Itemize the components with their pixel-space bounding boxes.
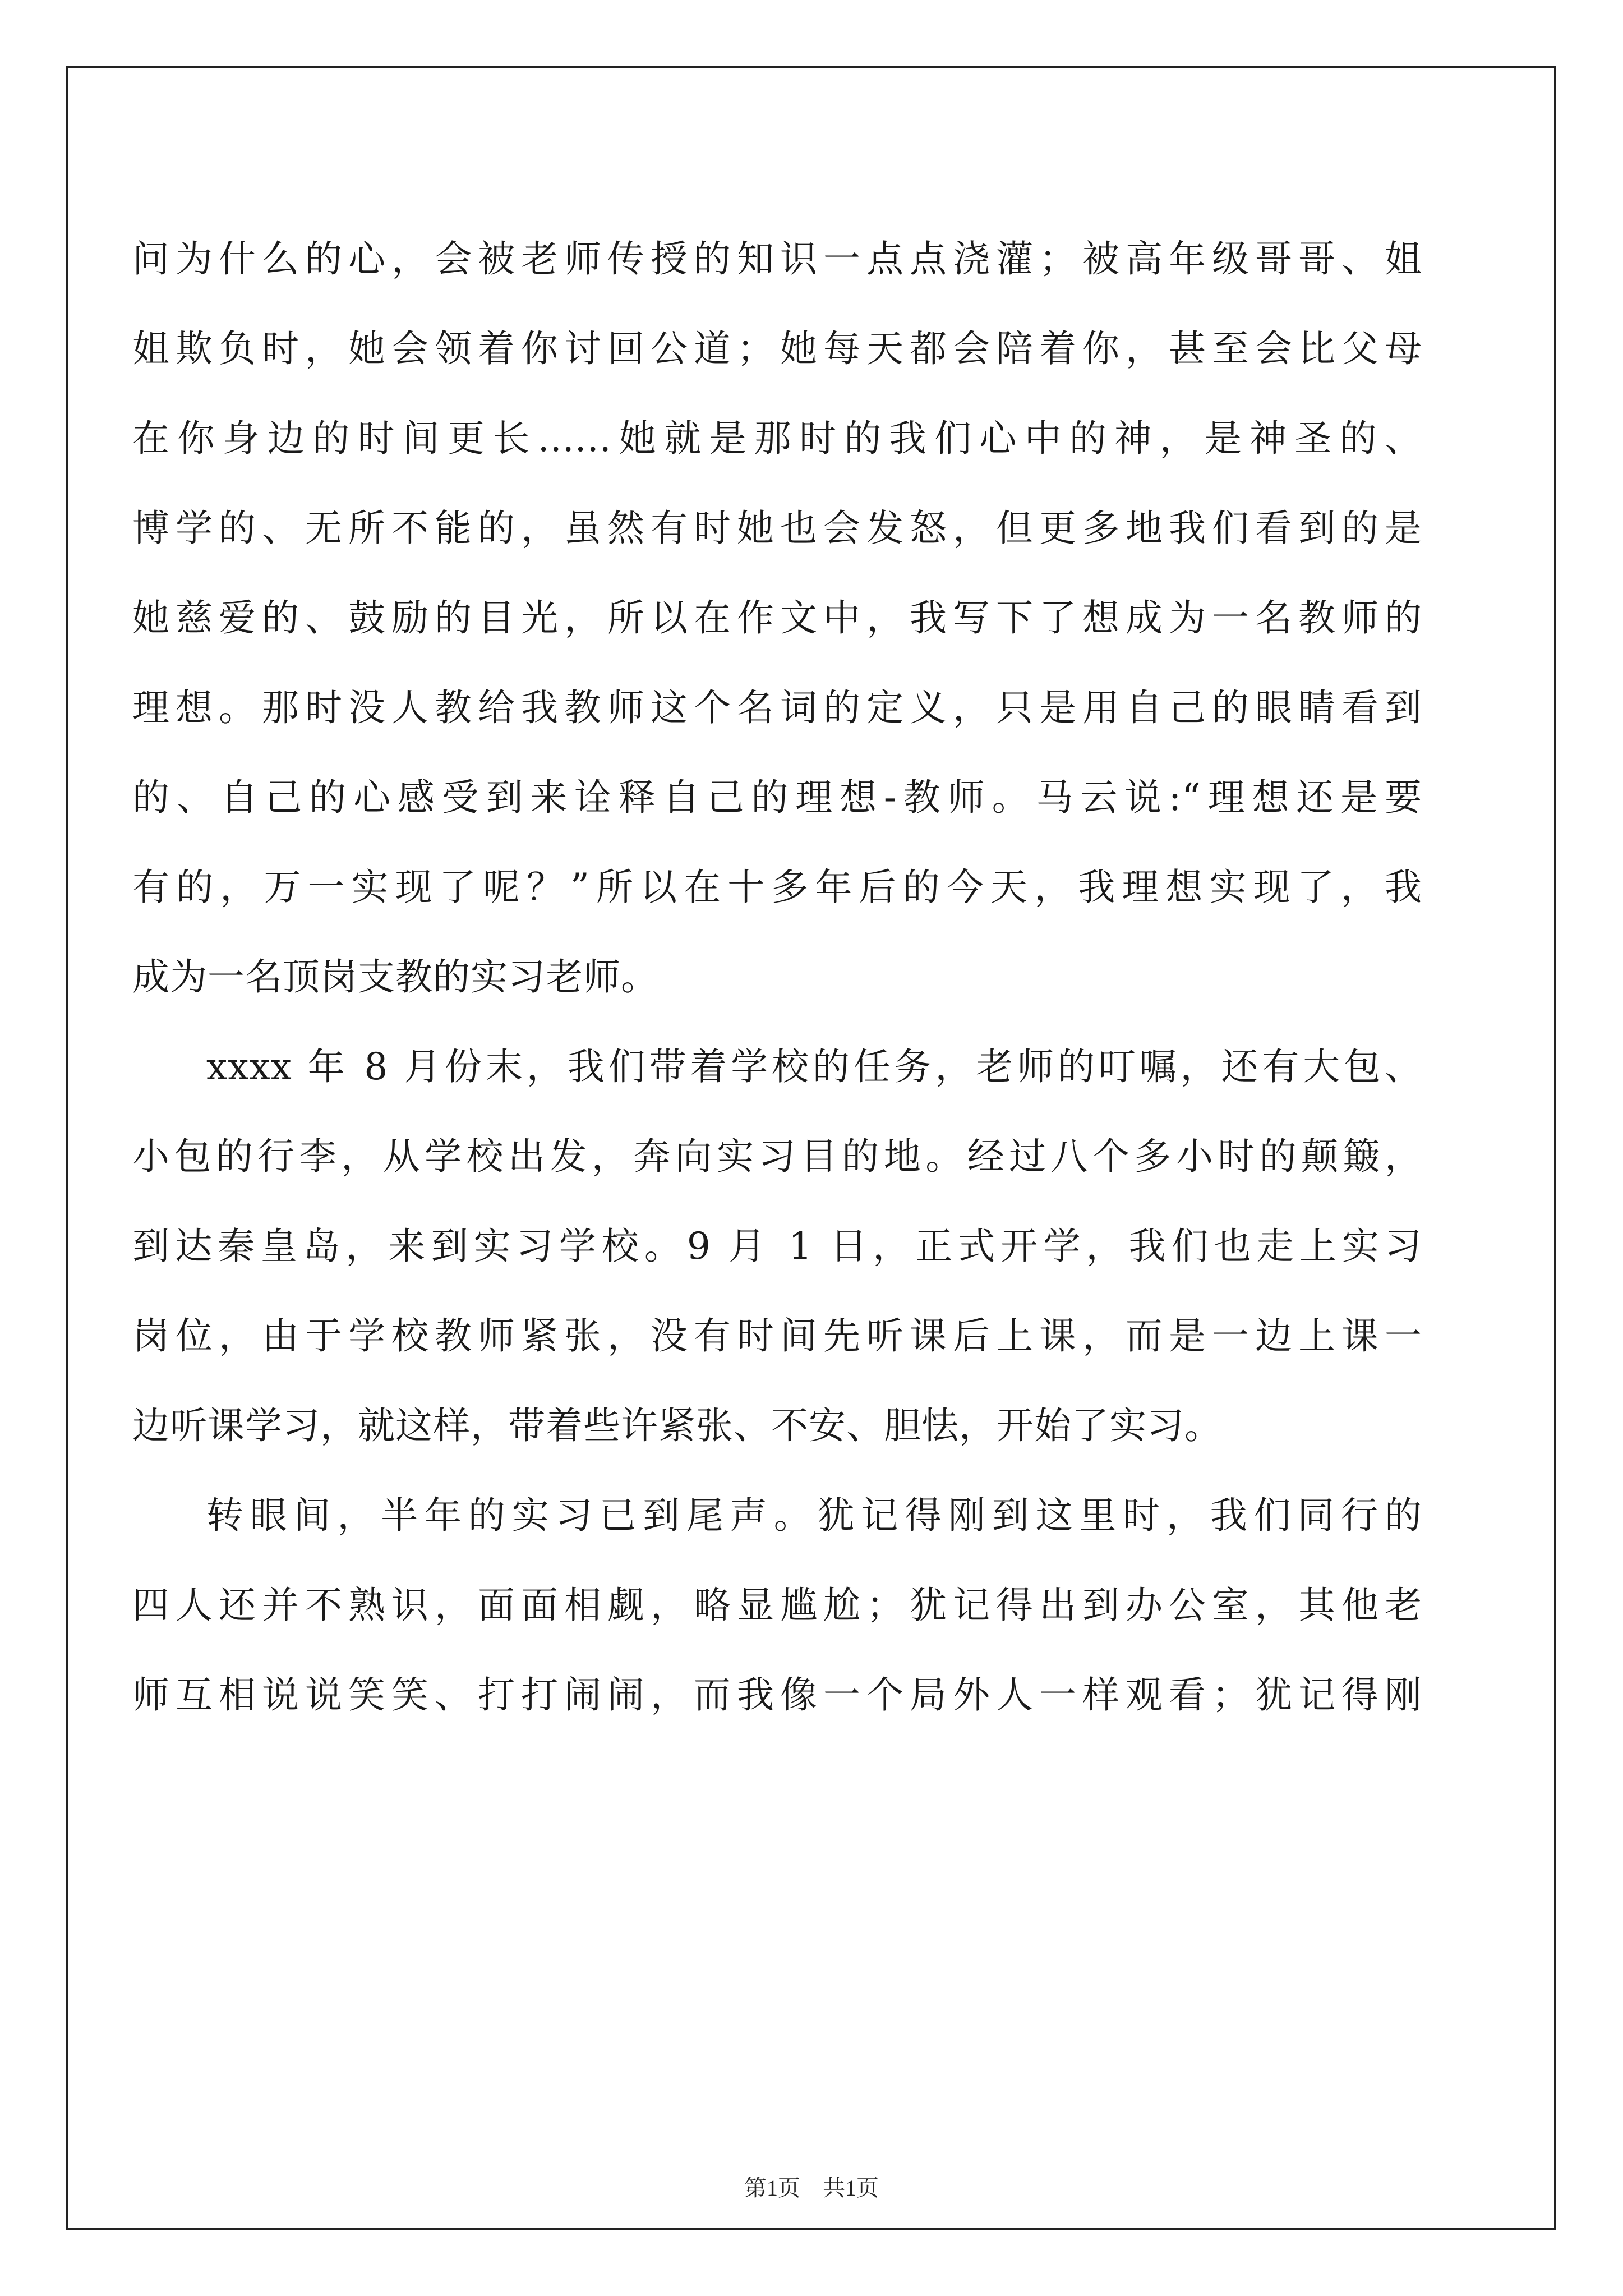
text-line: 到达秦皇岛，来到实习学校。9 月 1 日，正式开学，我们也走上实习 <box>132 1225 1422 1268</box>
page-total: 共1页 <box>823 2175 879 2201</box>
text-line: 岗位，由于学校教师紧张，没有时间先听课后上课，而是一边上课一 <box>132 1314 1422 1358</box>
text-line: 的、自己的心感受到来诠释自己的理想-教师。马云说:“理想还是要 <box>132 776 1422 819</box>
document-body <box>132 214 1422 1740</box>
text-line: 理想。那时没人教给我教师这个名词的定义，只是用自己的眼睛看到 <box>132 686 1422 729</box>
text-line: 有的，万一实现了呢？”所以在十多年后的今天，我理想实现了，我 <box>132 866 1422 909</box>
text-line: 四人还并不熟识，面面相觑，略显尴尬；犹记得出到办公室，其他老 <box>132 1584 1422 1627</box>
page-footer <box>0 2174 1623 2202</box>
text-line: 姐欺负时，她会领着你讨回公道；她每天都会陪着你，甚至会比父母 <box>132 327 1422 370</box>
page-number: 第1页 <box>744 2175 800 2201</box>
text-line: 问为什么的心，会被老师传授的知识一点点浇灌；被高年级哥哥、姐 <box>132 237 1422 280</box>
text-line: 博学的、无所不能的，虽然有时她也会发怒，但更多地我们看到的是 <box>132 507 1422 550</box>
text-line: 师互相说说笑笑、打打闹闹，而我像一个局外人一样观看；犹记得刚 <box>132 1673 1422 1717</box>
text-line: 边听课学习，就这样，带着些许紧张、不安、胆怯，开始了实习。 <box>132 1404 1222 1447</box>
text-line: 成为一名顶岗支教的实习老师。 <box>132 955 658 999</box>
paragraph-first-line: xxxx 年 8 月份末，我们带着学校的任务，老师的叮嘱，还有大包、 <box>206 1045 1422 1088</box>
text-line: 她慈爱的、鼓励的目光，所以在作文中，我写下了想成为一名教师的 <box>132 596 1422 639</box>
text-line: 小包的行李，从学校出发，奔向实习目的地。经过八个多小时的颠簸， <box>132 1135 1422 1178</box>
paragraph-first-line: 转眼间，半年的实习已到尾声。犹记得刚到这里时，我们同行的 <box>206 1494 1422 1537</box>
text-line: 在你身边的时间更长......她就是那时的我们心中的神，是神圣的、 <box>132 417 1422 460</box>
